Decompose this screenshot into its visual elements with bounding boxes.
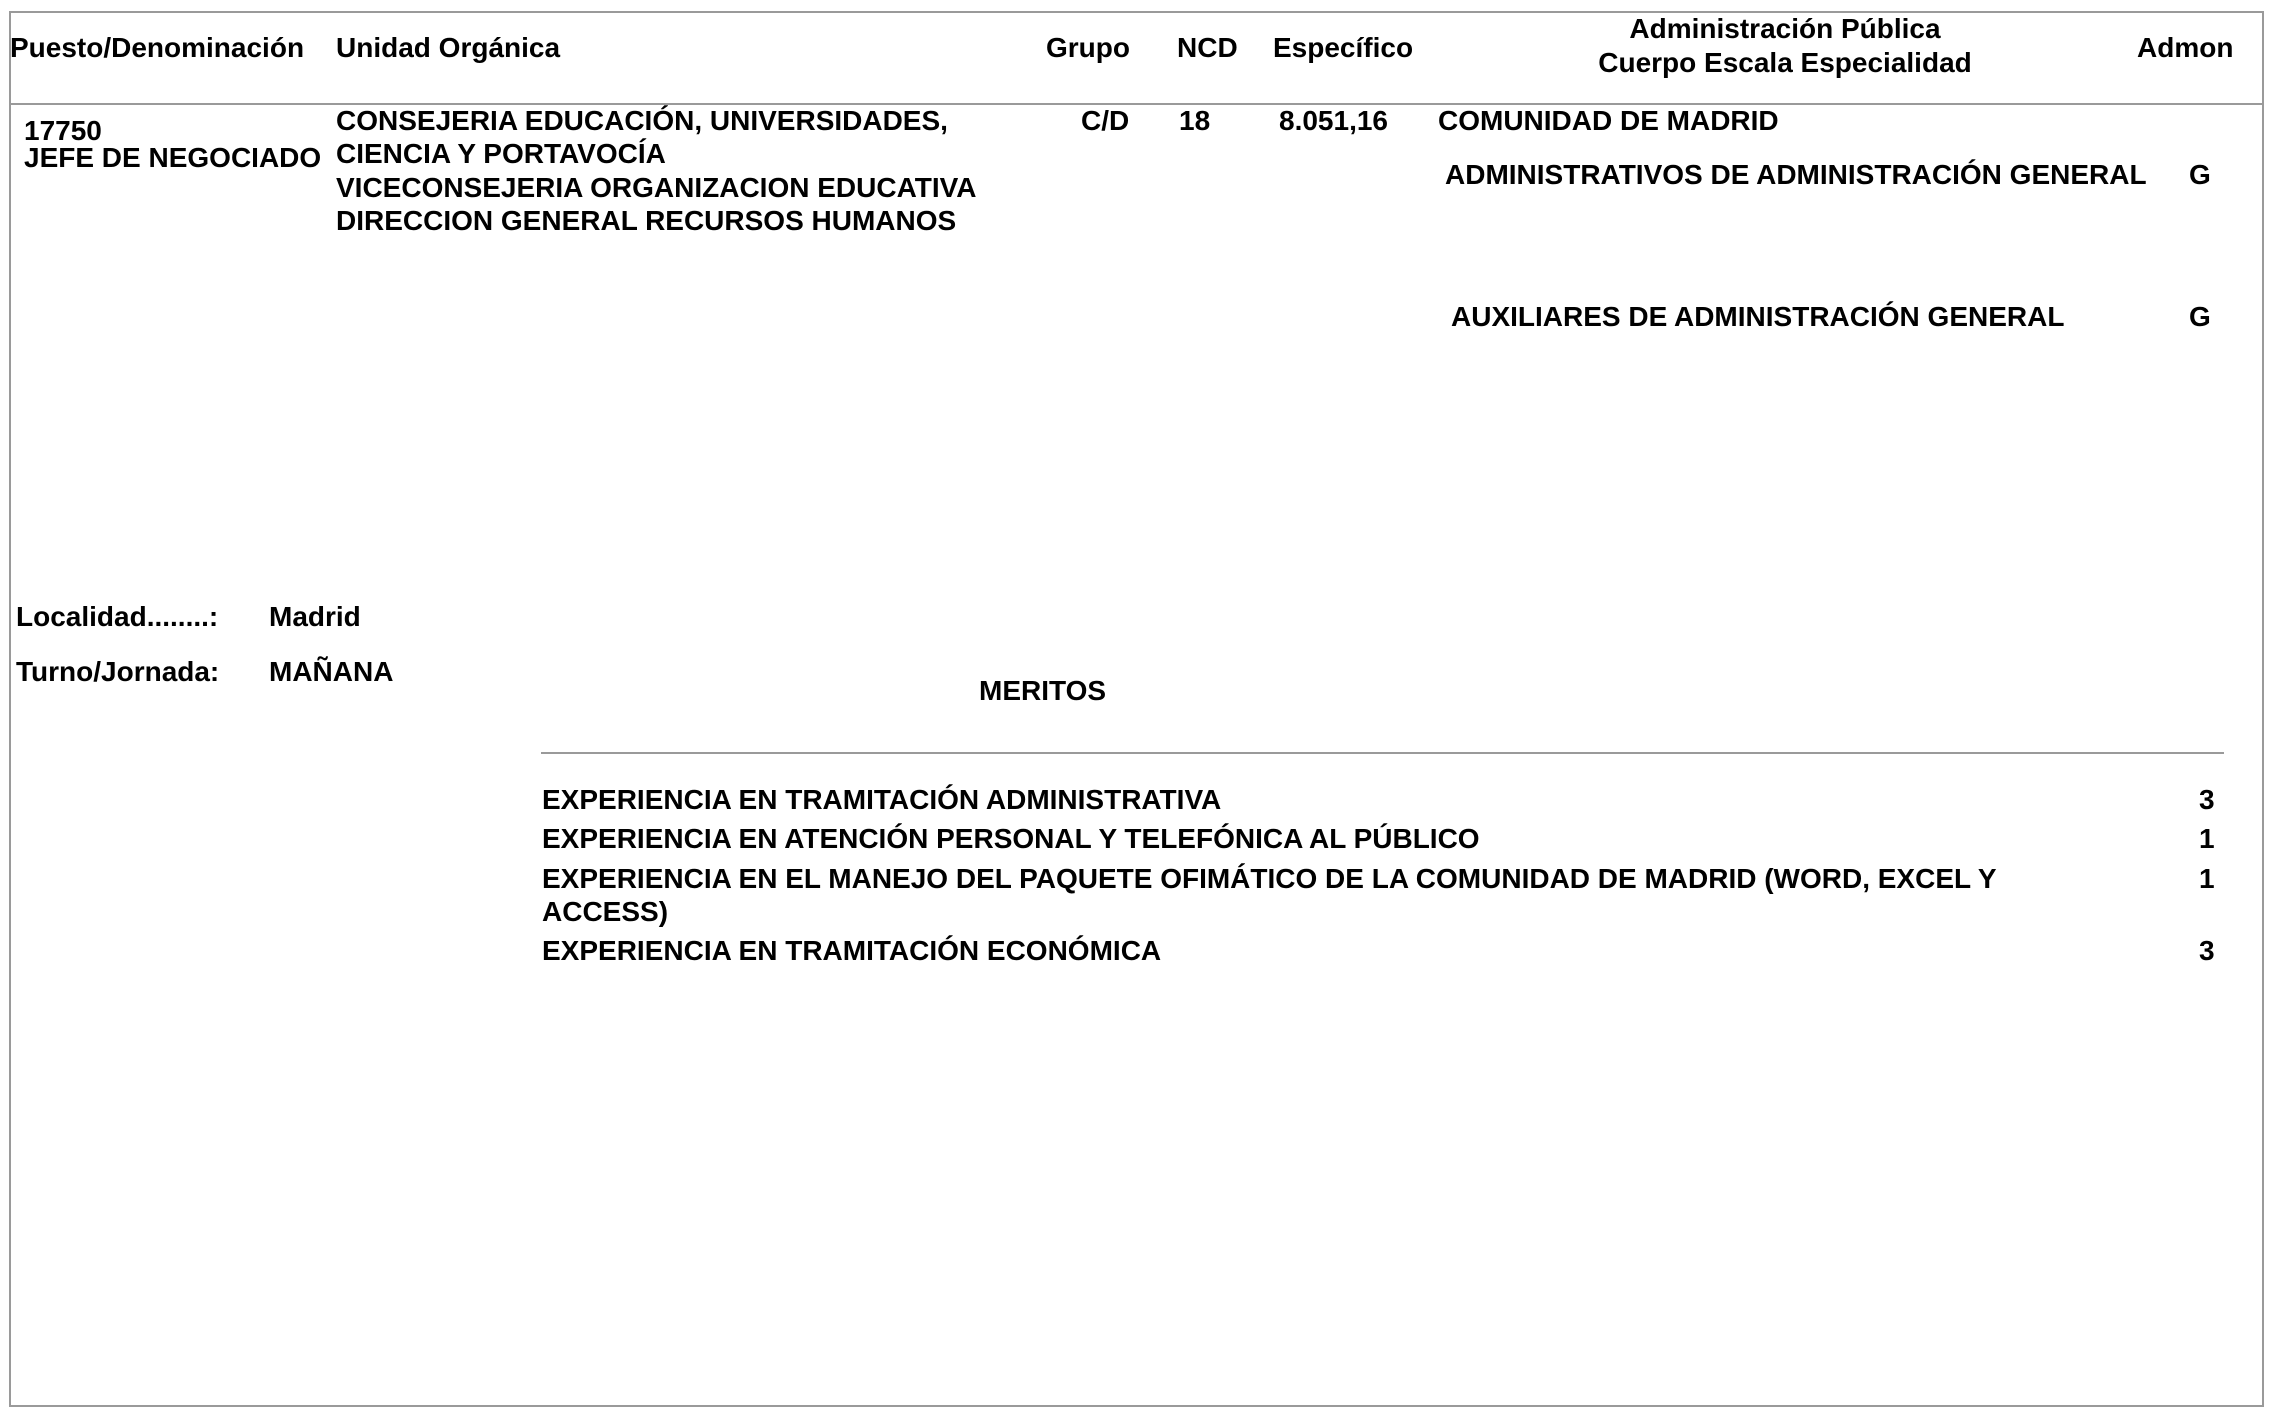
meritos-divider <box>541 752 2224 754</box>
header-cuerpo-escala: Cuerpo Escala Especialidad <box>1598 47 1972 78</box>
header-admin-publica: Administración Pública <box>1629 13 1941 44</box>
header-especifico: Específico <box>1273 32 1414 63</box>
merito-2-text: EXPERIENCIA EN ATENCIÓN PERSONAL Y TELEFÓNICA AL PÚBLICO <box>542 823 1480 854</box>
record-denominacion: JEFE DE NEGOCIADO <box>24 142 322 173</box>
cuerpo-2-nombre: AUXILIARES DE ADMINISTRACIÓN GENERAL <box>1451 301 2065 332</box>
unidad-line-3: VICECONSEJERIA ORGANIZACION EDUCATIVA <box>336 172 977 203</box>
record-administracion: COMUNIDAD DE MADRID <box>1438 105 1779 136</box>
header-admon: Admon <box>2137 32 2234 63</box>
unidad-line-4: DIRECCION GENERAL RECURSOS HUMANOS <box>336 205 957 236</box>
merito-3-text-line-1: EXPERIENCIA EN EL MANEJO DEL PAQUETE OFIMÁTICO DE LA COMUNIDAD DE MADRID (WORD, EXCEL Y <box>542 863 1997 894</box>
cuerpo-1-nombre: ADMINISTRATIVOS DE ADMINISTRACIÓN GENERAL <box>1445 159 2147 190</box>
turno-value: MAÑANA <box>269 656 394 687</box>
cuerpo-2-admon: G <box>2189 301 2211 332</box>
merito-1-points: 3 <box>2199 784 2215 815</box>
localidad-label: Localidad........: <box>16 601 219 632</box>
header-grupo: Grupo <box>1046 32 1130 63</box>
localidad-value: Madrid <box>269 601 361 632</box>
cuerpo-1-admon: G <box>2189 159 2211 190</box>
turno-label: Turno/Jornada: <box>16 656 220 687</box>
merito-3-text-line-2: ACCESS) <box>542 896 669 927</box>
header-puesto: Puesto/Denominación <box>10 32 305 63</box>
merito-4-points: 3 <box>2199 935 2215 966</box>
header-unidad: Unidad Orgánica <box>336 32 561 63</box>
unidad-line-2: CIENCIA Y PORTAVOCÍA <box>336 138 666 169</box>
record-grupo: C/D <box>1081 105 1130 136</box>
record-ncd: 18 <box>1179 105 1211 136</box>
record-especifico: 8.051,16 <box>1279 105 1388 136</box>
merito-1-text: EXPERIENCIA EN TRAMITACIÓN ADMINISTRATIVA <box>542 784 1222 815</box>
merito-2-points: 1 <box>2199 823 2215 854</box>
meritos-title: MERITOS <box>979 675 1107 706</box>
unidad-line-1: CONSEJERIA EDUCACIÓN, UNIVERSIDADES, <box>336 105 948 136</box>
merito-4-text: EXPERIENCIA EN TRAMITACIÓN ECONÓMICA <box>542 935 1162 966</box>
record-codigo: 17750 <box>24 115 102 146</box>
merito-3-points: 1 <box>2199 863 2215 894</box>
header-ncd: NCD <box>1177 32 1238 63</box>
